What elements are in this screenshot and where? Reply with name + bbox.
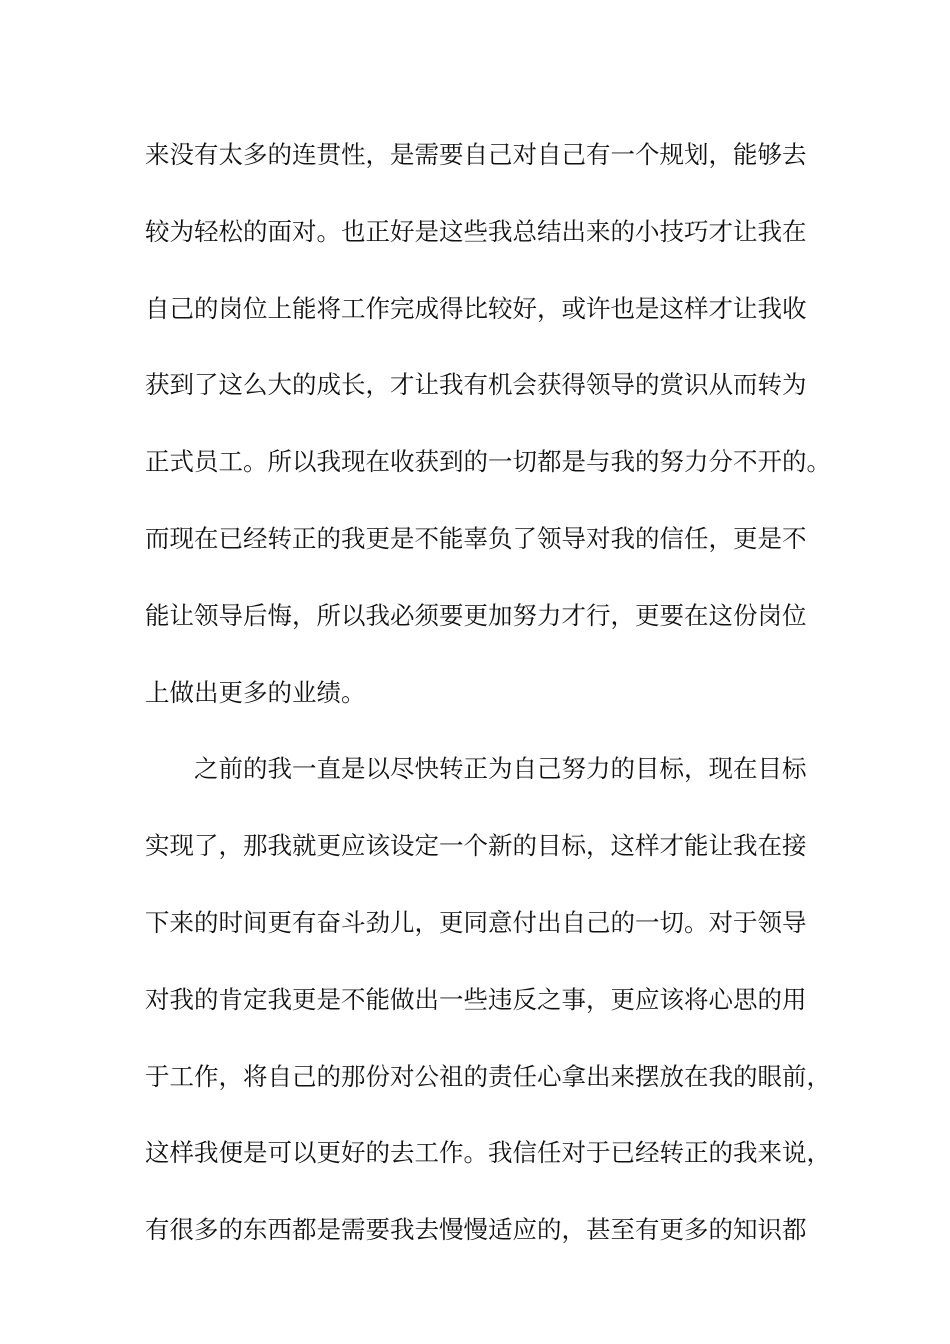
text-line: 来没有太多的连贯性，是需要自己对自己有一个规划，能够去 [145,140,807,169]
document-body [145,130,835,1282]
text-line: 上做出更多的业绩。 [145,677,366,707]
text-line: 于工作，将自己的那份对公祖的责任心拿出来摆放在我的眼前， [145,1061,831,1091]
text-line: 有很多的东西都是需要我去慢慢适应的，甚至有更多的知识都 [145,1215,807,1245]
text-line: 自己的岗位上能将工作完成得比较好，或许也是这样才让我收 [145,293,807,323]
text-line: 这样我便是可以更好的去工作。我信任对于已经转正的我来说， [145,1138,831,1168]
text-line: 下来的时间更有奋斗劲儿，更同意付出自己的一切。对于领导 [145,907,807,937]
paragraph-2 [145,744,835,1282]
text-line: 正式员工。所以我现在收获到的一切都是与我的努力分不开的。 [145,447,831,477]
text-line: 而现在已经转正的我更是不能辜负了领导对我的信任，更是不 [145,523,807,553]
text-line: 对我的肯定我更是不能做出一些违反之事，更应该将心思的用 [145,984,807,1014]
text-line: 实现了，那我就更应该设定一个新的目标，这样才能让我在接 [145,831,807,861]
paragraph-1 [145,130,835,744]
text-line: 之前的我一直是以尽快转正为自己努力的目标，现在目标 [194,754,807,784]
text-line: 能让领导后悔，所以我必须要更加努力才行，更要在这份岗位 [145,600,807,630]
text-line: 获到了这么大的成长，才让我有机会获得领导的赏识从而转为 [145,370,807,400]
text-line: 较为轻松的面对。也正好是这些我总结出来的小技巧才让我在 [145,216,807,246]
